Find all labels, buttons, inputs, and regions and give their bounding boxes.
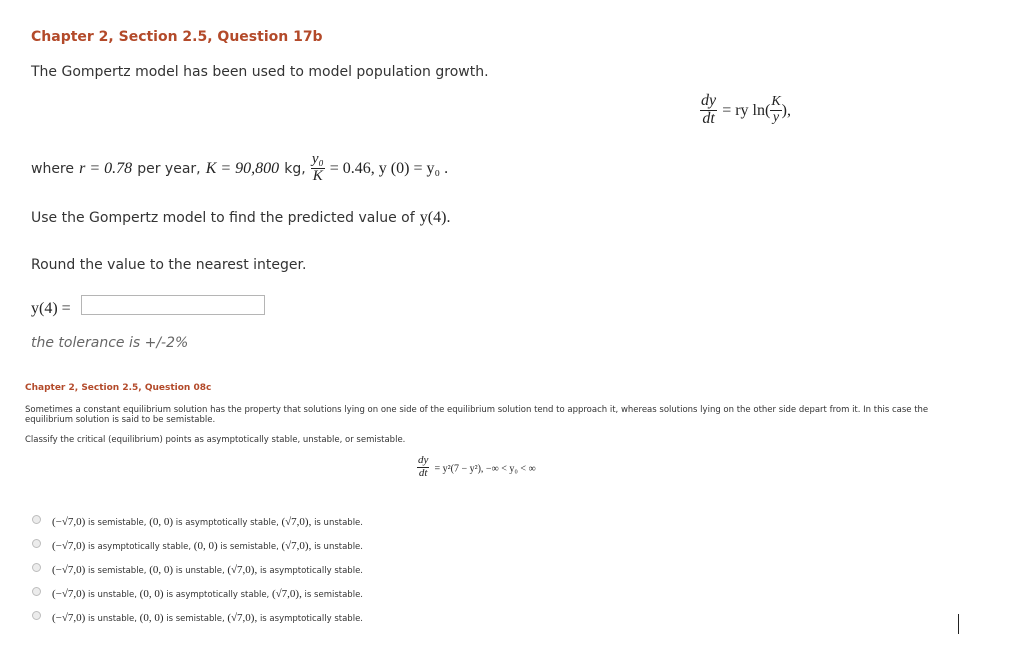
point-zero: (0, 0) [149,516,174,528]
point-pos-sqrt7-class: is unstable. [314,542,363,552]
option-4-radio[interactable] [32,587,41,596]
point-zero: (0, 0) [139,612,164,624]
instruction-line [31,207,450,227]
point-zero: (0, 0) [193,540,218,552]
answer-label: y(4) = [31,300,71,317]
option-5-label[interactable] [52,612,363,624]
dydt-numerator: dy [701,92,717,109]
point-neg-sqrt7: (−√7,0) [52,588,86,600]
point-pos-sqrt7: (√7,0), [227,564,258,576]
question-2-paragraph: Sometimes a constant equilibrium solution has the property that solutions lying on one side of the equilibrium solution tend to approach it, whereas solutions lying on the other side depart from it. In this case the equilibrium solution is said to be semistable. [25,405,929,425]
point-zero-class: is unstable, [175,566,225,576]
where-label: where [31,160,74,177]
parameters-line [31,152,448,185]
point-zero: (0, 0) [149,564,174,576]
option-3-radio[interactable] [32,563,41,572]
point-pos-sqrt7-class: is asymptotically stable. [259,566,363,576]
rounding-instruction: Round the value to the nearest integer. [31,257,307,273]
point-neg-sqrt7-class: is unstable, [88,614,137,624]
point-pos-sqrt7-class: is semistable. [304,590,363,600]
k-value: K = 90,800 [205,159,280,177]
point-neg-sqrt7-class: is asymptotically stable, [88,542,192,552]
point-neg-sqrt7-class: is semistable, [88,518,147,528]
question-1-intro: The Gompertz model has been used to model population growth. [31,64,489,80]
option-1-label[interactable] [52,516,363,528]
point-zero-class: is asymptotically stable, [166,590,270,600]
option-5-radio[interactable] [32,611,41,620]
k-numerator: K [771,94,781,110]
point-pos-sqrt7-class: is asymptotically stable. [259,614,363,624]
point-pos-sqrt7: (√7,0), [281,540,312,552]
text-cursor [958,614,959,634]
point-zero-class: is asymptotically stable, [175,518,279,528]
point-pos-sqrt7: (√7,0), [281,516,312,528]
gompertz-equation [700,93,791,128]
dy-small: dy [418,454,429,466]
option-1-radio[interactable] [32,515,41,524]
dt-small: dt [418,466,428,479]
per-year-label: per year, [137,160,201,177]
answer-input[interactable] [81,295,265,315]
question-2-title: Chapter 2, Section 2.5, Question 08c [25,383,212,393]
point-neg-sqrt7: (−√7,0) [52,516,86,528]
point-neg-sqrt7: (−√7,0) [52,612,86,624]
question-1-title: Chapter 2, Section 2.5, Question 17b [31,29,323,45]
y0-over-k-fraction [311,152,325,185]
y-denominator: y [772,109,780,125]
point-zero-class: is semistable, [166,614,225,624]
option-3-label[interactable] [52,564,363,576]
point-pos-sqrt7-class: is unstable. [314,518,363,528]
kg-label: kg, [284,160,306,177]
dydt-small-fraction [417,455,429,479]
point-neg-sqrt7: (−√7,0) [52,564,86,576]
option-2-label[interactable] [52,540,363,552]
option-4-label[interactable] [52,588,363,600]
k-over-y-fraction [770,95,781,125]
gompertz-rhs: = ry ln( [722,101,771,119]
ratio-value: = 0.46, y (0) = y₀ . [329,159,449,177]
point-neg-sqrt7-class: is unstable, [88,590,137,600]
tolerance-note: the tolerance is +/-2% [31,335,189,351]
point-neg-sqrt7-class: is semistable, [88,566,147,576]
point-pos-sqrt7: (√7,0), [271,588,302,600]
instruction-math: y(4). [419,209,451,226]
dydt-denominator: dt [702,109,715,127]
instruction-text: Use the Gompertz model to find the predicted value of [31,210,415,226]
y0-numerator: y₀ [311,151,324,167]
point-neg-sqrt7: (−√7,0) [52,540,86,552]
k-denominator: K [312,167,323,184]
point-pos-sqrt7: (√7,0), [227,612,258,624]
r-value: r = 0.78 [79,159,133,177]
autonomous-rhs: = y²(7 − y²), −∞ < y₀ < ∞ [434,463,536,475]
point-zero-class: is semistable, [220,542,279,552]
gompertz-close: ), [781,101,791,119]
option-2-radio[interactable] [32,539,41,548]
point-zero: (0, 0) [139,588,164,600]
autonomous-equation [417,455,536,479]
dydt-fraction [700,93,717,128]
classify-instruction: Classify the critical (equilibrium) points as asymptotically stable, unstable, or semistable. [25,435,406,445]
